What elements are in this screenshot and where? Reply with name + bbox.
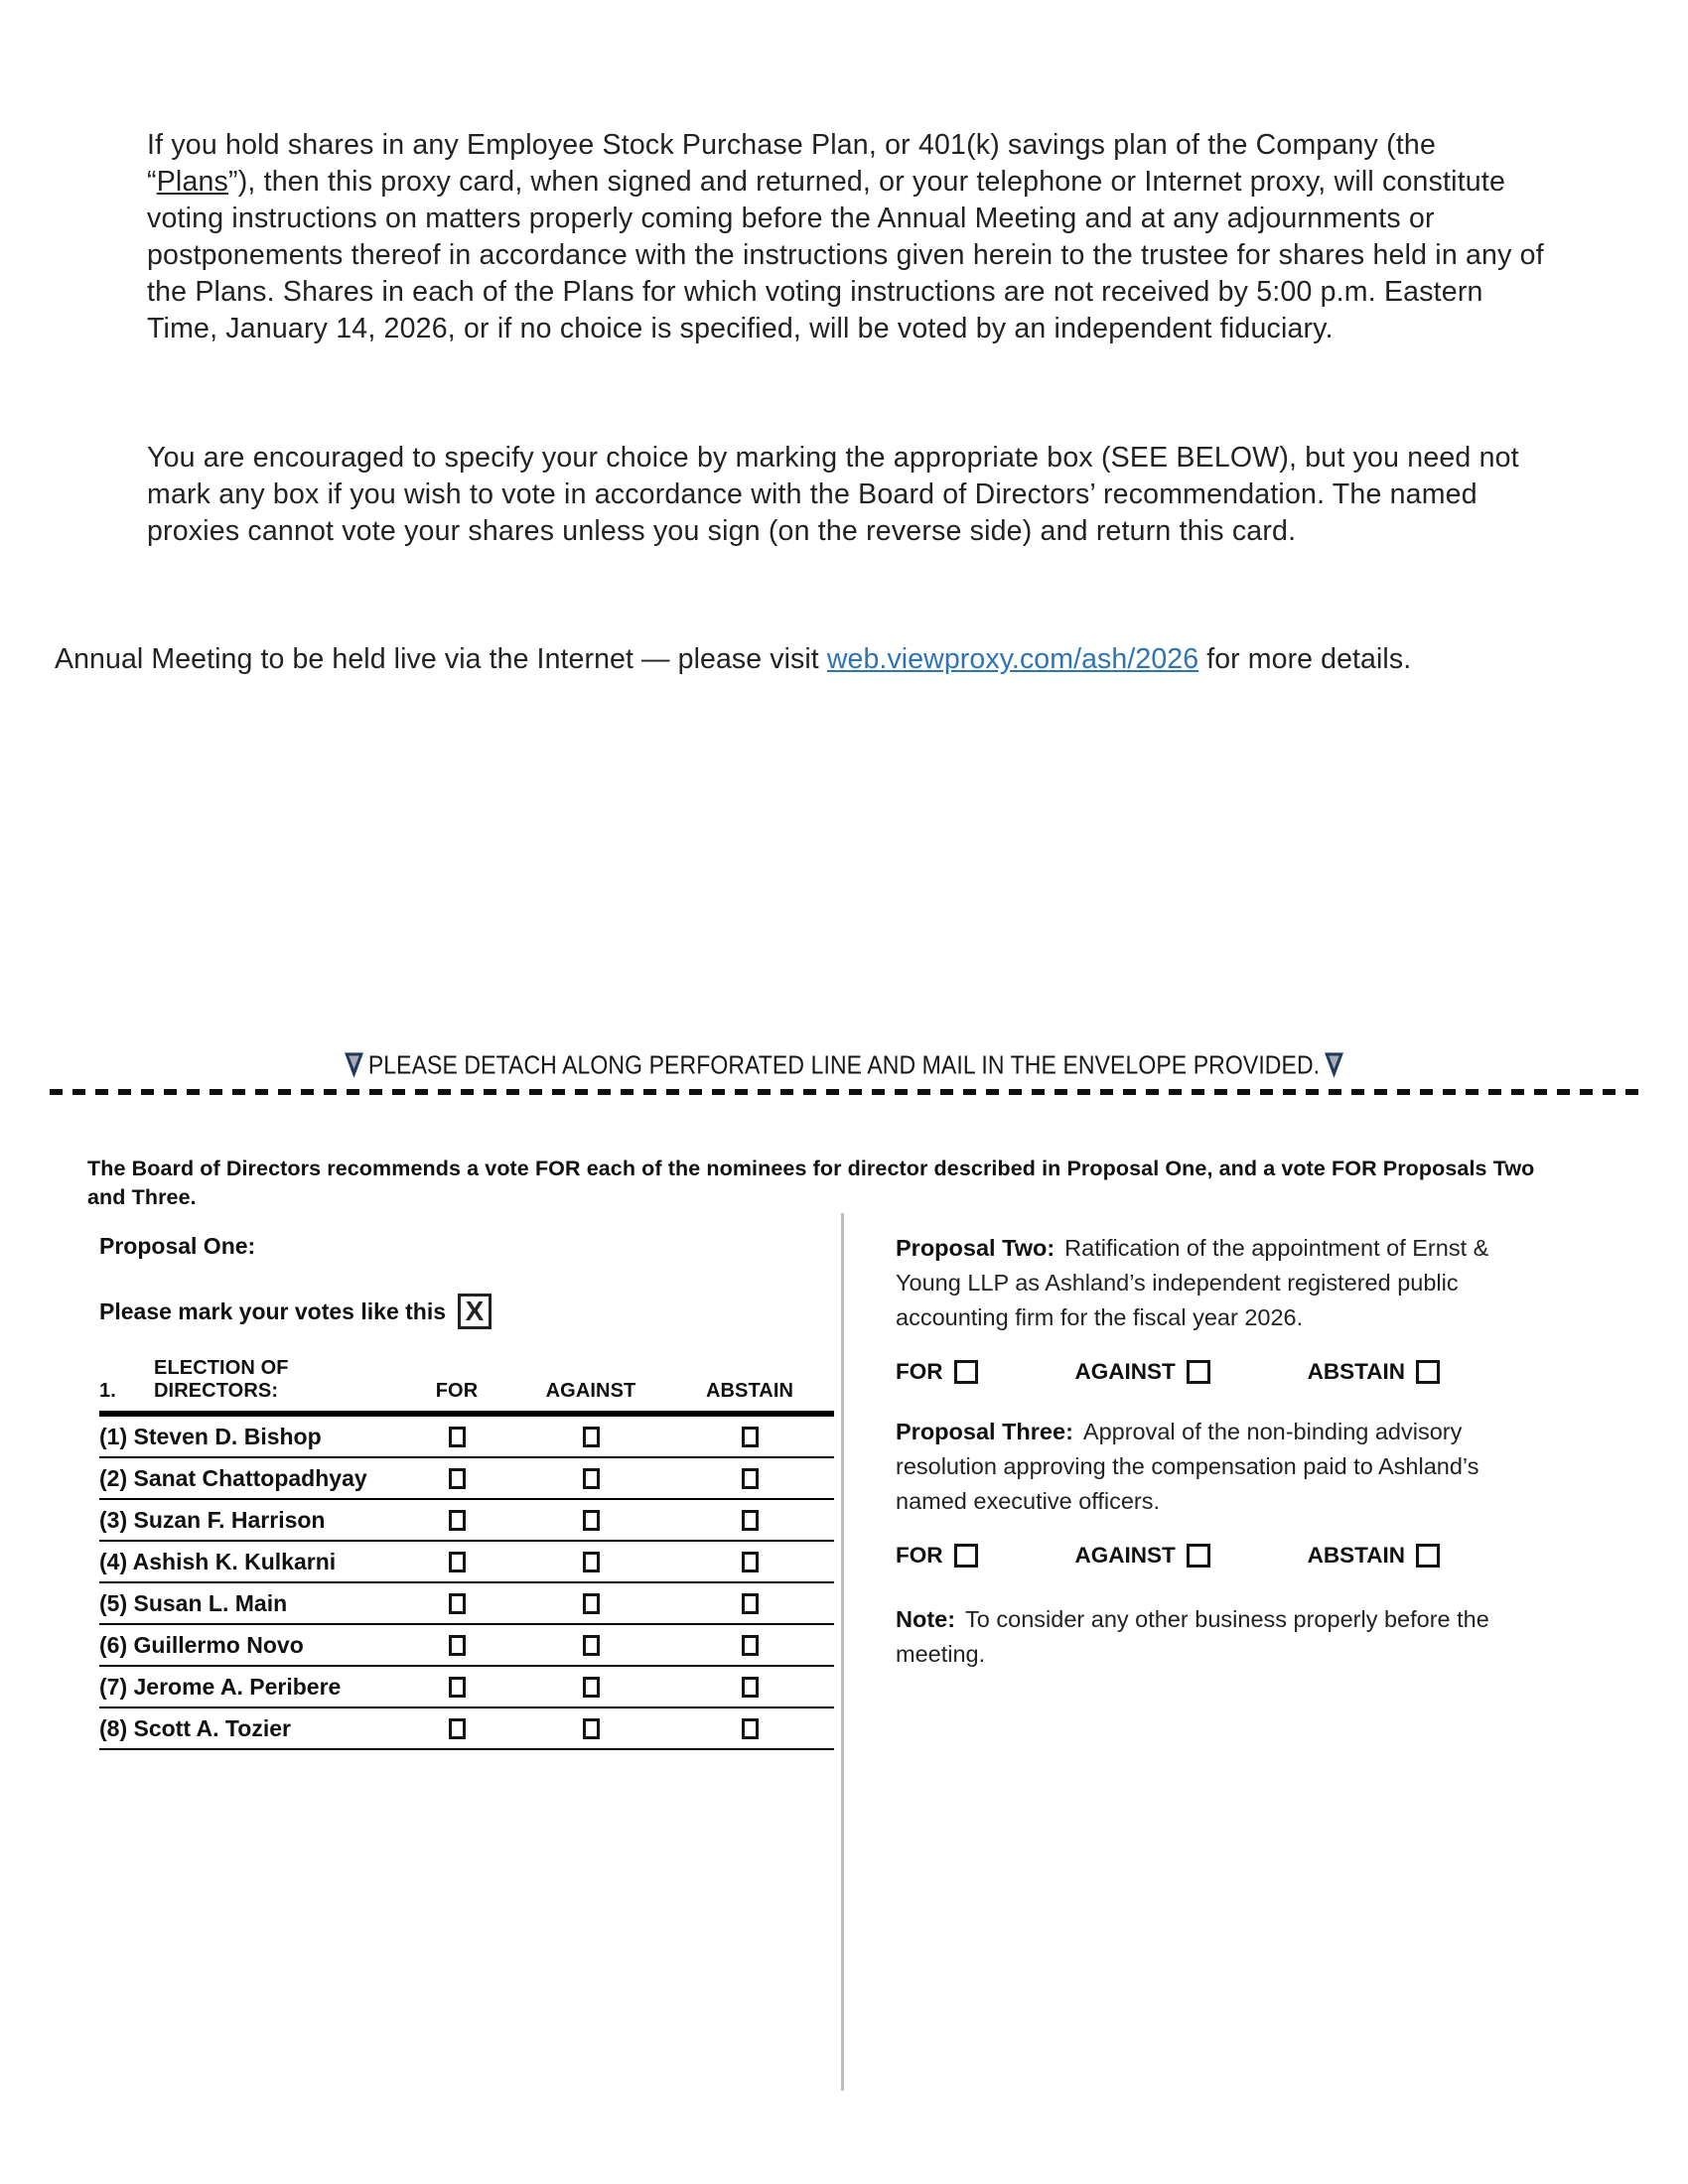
viewproxy-link[interactable]: web.viewproxy.com/ash/2026 — [826, 643, 1199, 675]
abstain-checkbox[interactable] — [742, 1677, 759, 1698]
election-of-directors-table — [99, 1357, 834, 1750]
for-checkbox[interactable] — [449, 1677, 466, 1698]
column-divider-line — [841, 1213, 844, 2091]
proposal-two-vote-row — [896, 1359, 1440, 1385]
abstain-checkbox[interactable] — [1416, 1360, 1440, 1384]
proposal-one-section — [99, 1233, 834, 1750]
sample-x-checkbox: X — [458, 1294, 492, 1329]
proposal-three-label: Proposal Three: — [896, 1419, 1073, 1444]
table-row — [99, 1667, 834, 1708]
for-checkbox[interactable] — [954, 1544, 978, 1568]
abstain-checkbox[interactable] — [742, 1427, 759, 1447]
election-table-header — [99, 1357, 834, 1417]
abstain-checkbox[interactable] — [742, 1593, 759, 1614]
vote-option-against — [1074, 1359, 1209, 1385]
marking-instructions-paragraph: You are encouraged to specify your choice by marking the appropriate box (SEE BELOW), but you need not mark any box if you wish to vote in accordance with the Board of Directors’ recommendation. The named proxies cannot vote your shares unless you sign (on the reverse side) and return this card. — [147, 442, 1519, 547]
director-name: (7) Jerome A. Peribere — [99, 1673, 342, 1700]
proposals-two-three-section — [896, 1231, 1541, 1672]
for-label: FOR — [896, 1543, 943, 1568]
perforation-dashed-line — [50, 1089, 1638, 1095]
against-checkbox[interactable] — [583, 1635, 600, 1656]
proposal-number: 1. — [99, 1380, 116, 1402]
note-text: To consider any other business properly before the meeting. — [896, 1606, 1489, 1667]
abstain-checkbox[interactable] — [1416, 1544, 1440, 1568]
director-name: (4) Ashish K. Kulkarni — [99, 1548, 337, 1574]
column-header-for: FOR — [435, 1380, 479, 1402]
against-checkbox[interactable] — [583, 1427, 600, 1447]
table-row — [99, 1542, 834, 1583]
annual-line-before: Annual Meeting to be held live via the Internet — please visit — [55, 643, 827, 675]
note-label: Note: — [896, 1606, 956, 1632]
director-name: (1) Steven D. Bishop — [99, 1423, 322, 1449]
table-row — [99, 1458, 834, 1500]
abstain-label: ABSTAIN — [1307, 1359, 1405, 1384]
for-checkbox[interactable] — [449, 1510, 466, 1531]
against-label: AGAINST — [1074, 1359, 1176, 1384]
down-triangle-icon — [345, 1052, 363, 1078]
mark-votes-instruction: Please mark your votes like this — [99, 1297, 447, 1324]
for-label: FOR — [896, 1359, 943, 1384]
column-header-against: AGAINST — [545, 1380, 636, 1402]
proposal-two-paragraph — [896, 1231, 1541, 1335]
abstain-checkbox[interactable] — [742, 1510, 759, 1531]
abstain-checkbox[interactable] — [742, 1635, 759, 1656]
for-checkbox[interactable] — [449, 1468, 466, 1489]
proposal-three-vote-row — [896, 1543, 1440, 1569]
for-checkbox[interactable] — [449, 1718, 466, 1739]
director-name: (6) Guillermo Novo — [99, 1631, 304, 1658]
down-triangle-icon — [1325, 1052, 1343, 1078]
table-row — [99, 1708, 834, 1750]
abstain-checkbox[interactable] — [742, 1468, 759, 1489]
for-checkbox[interactable] — [449, 1552, 466, 1572]
detach-instruction-row — [0, 1050, 1688, 1080]
para1-text-before: If you hold shares in any Employee Stock Purchase Plan, or 401(k) savings plan of the Company (the “ — [147, 129, 1437, 198]
against-checkbox[interactable] — [583, 1468, 600, 1489]
director-name: (2) Sanat Chattopadhyay — [99, 1464, 367, 1491]
for-checkbox[interactable] — [449, 1593, 466, 1614]
proposal-two-label: Proposal Two: — [896, 1235, 1055, 1261]
table-row — [99, 1417, 834, 1458]
against-checkbox[interactable] — [1187, 1544, 1210, 1568]
column-header-abstain: ABSTAIN — [705, 1380, 794, 1402]
for-checkbox[interactable] — [449, 1427, 466, 1447]
against-checkbox[interactable] — [583, 1510, 600, 1531]
proposal-three-text: Approval of the non-binding advisory resolution approving the compensation paid to Ashland’s named executive officers. — [896, 1419, 1479, 1514]
vote-option-for — [896, 1543, 978, 1569]
table-row — [99, 1500, 834, 1542]
table-row — [99, 1625, 834, 1667]
detach-instruction-text: PLEASE DETACH ALONG PERFORATED LINE AND MAIL IN THE ENVELOPE PROVIDED. — [367, 1050, 1321, 1080]
vote-option-abstain — [1308, 1359, 1440, 1385]
abstain-label: ABSTAIN — [1307, 1543, 1405, 1568]
vote-option-against — [1074, 1543, 1209, 1569]
para1-text-after: ”), then this proxy card, when signed and returned, or your telephone or Internet proxy, will constitute voting instructions on matters properly coming before the Annual Meeting and at any adjournments or postponements thereof in accordance with the instructions given herein to the trustee for shares held in any of the Plans. Shares in each of the Plans for which voting instructions are not received by 5:00 p.m. Eastern Time, January 14, 2026, or if no choice is specified, will be voted by an independent fiduciary. — [147, 166, 1544, 344]
against-checkbox[interactable] — [583, 1593, 600, 1614]
annual-meeting-line — [55, 643, 1683, 676]
board-recommendation-text: The Board of Directors recommends a vote FOR each of the nominees for director described in Proposal One, and a vote FOR Proposals Two and Three. — [87, 1157, 1535, 1209]
plans-underlined-term: Plans — [156, 166, 228, 198]
director-name: (8) Scott A. Tozier — [99, 1714, 291, 1741]
proposal-two-text: Ratification of the appointment of Ernst & Young LLP as Ashland’s independent registered public accounting firm for the fiscal year 2026. — [896, 1235, 1489, 1330]
abstain-checkbox[interactable] — [742, 1552, 759, 1572]
proposal-three-paragraph — [896, 1415, 1541, 1519]
against-label: AGAINST — [1074, 1543, 1176, 1568]
plans-instructions-paragraph — [147, 127, 1545, 347]
against-checkbox[interactable] — [583, 1552, 600, 1572]
against-checkbox[interactable] — [583, 1677, 600, 1698]
vote-option-for — [896, 1359, 978, 1385]
against-checkbox[interactable] — [583, 1718, 600, 1739]
annual-line-after: for more details. — [1198, 643, 1412, 675]
mark-votes-row — [99, 1294, 834, 1329]
election-table-title: ELECTION OF DIRECTORS: — [154, 1357, 289, 1402]
abstain-checkbox[interactable] — [742, 1718, 759, 1739]
vote-option-abstain — [1308, 1543, 1440, 1569]
director-name: (5) Susan L. Main — [99, 1589, 288, 1616]
against-checkbox[interactable] — [1187, 1360, 1210, 1384]
for-checkbox[interactable] — [449, 1635, 466, 1656]
table-row — [99, 1583, 834, 1625]
proposal-one-label: Proposal One: — [99, 1233, 256, 1259]
note-paragraph — [896, 1602, 1541, 1672]
for-checkbox[interactable] — [954, 1360, 978, 1384]
director-name: (3) Suzan F. Harrison — [99, 1506, 326, 1533]
